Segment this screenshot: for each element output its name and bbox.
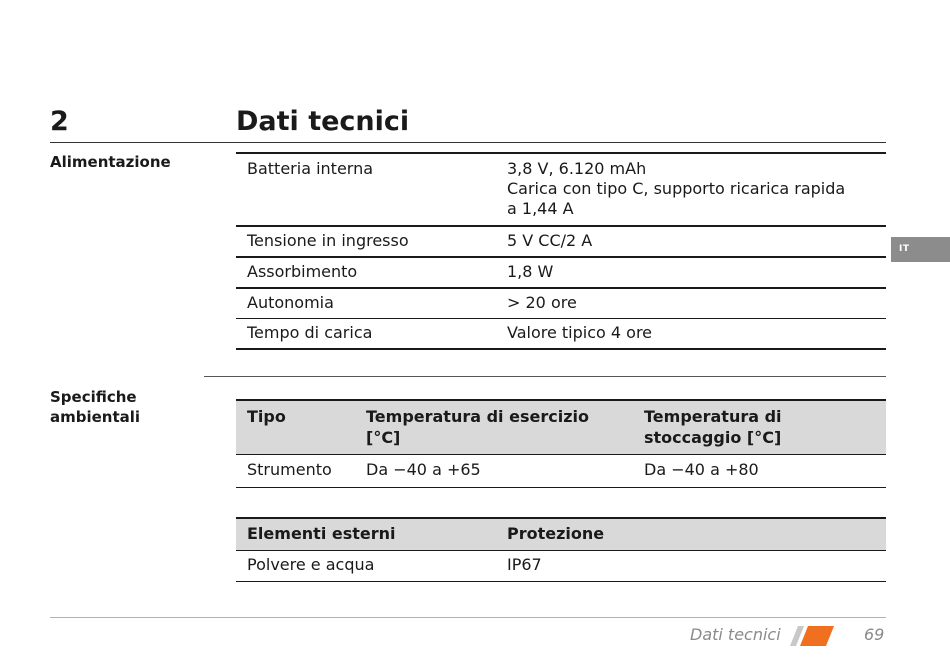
section-label-line: ambientali: [50, 408, 141, 426]
value-line: a 1,44 A: [507, 199, 574, 218]
section-divider: [204, 376, 886, 377]
row-value: > 20 ore: [507, 293, 577, 312]
table-header-row: [236, 518, 886, 551]
row-label: Batteria interna: [247, 159, 374, 178]
table-header-row: [236, 400, 886, 455]
row-value: 1,8 W: [507, 262, 554, 281]
table-row: [236, 257, 886, 288]
chapter-title: Dati tecnici: [236, 106, 410, 137]
chapter-number: 2: [50, 106, 70, 137]
value-line: Carica con tipo C, supporto ricarica rapida: [507, 179, 846, 198]
footer-title: Dati tecnici: [690, 625, 781, 644]
table-row: [236, 551, 886, 582]
table-row: [236, 153, 886, 226]
row-label: Autonomia: [247, 293, 334, 312]
table-cell: Da −40 a +65: [366, 460, 481, 479]
section-label-environment: [50, 387, 140, 427]
section-label-line: Specifiche: [50, 388, 137, 406]
column-header: Temperatura di esercizio [°C]: [355, 400, 633, 455]
column-header: Elementi esterni: [236, 518, 496, 551]
table-cell: Polvere e acqua: [247, 555, 375, 574]
header-rule: [50, 142, 886, 143]
table-cell: IP67: [507, 555, 542, 574]
row-label: Assorbimento: [247, 262, 358, 281]
table-row: [236, 226, 886, 257]
power-table: [236, 152, 886, 350]
protection-table: [236, 517, 886, 582]
column-header: Protezione: [496, 518, 886, 551]
column-header: Temperatura di stoccaggio [°C]: [633, 400, 886, 455]
row-label: Tensione in ingresso: [247, 231, 409, 250]
table-row: [236, 319, 886, 350]
row-value: [496, 153, 886, 226]
column-header: Tipo: [236, 400, 355, 455]
table-row: [236, 288, 886, 319]
page-number: 69: [864, 625, 885, 644]
table-cell: Da −40 a +80: [644, 460, 759, 479]
footer-stripe-logo: [790, 626, 836, 646]
row-label: Tempo di carica: [247, 323, 373, 342]
logo-stripe-orange: [800, 626, 834, 646]
footer-rule: [50, 617, 886, 618]
row-value: Valore tipico 4 ore: [507, 323, 653, 342]
temperature-table: [236, 399, 886, 488]
table-cell: Strumento: [247, 460, 332, 479]
value-line: 3,8 V, 6.120 mAh: [507, 159, 647, 178]
table-row: [236, 455, 886, 488]
language-tab[interactable]: IT: [891, 237, 950, 262]
row-value: 5 V CC/2 A: [507, 231, 593, 250]
section-label-power: Alimentazione: [50, 153, 171, 171]
